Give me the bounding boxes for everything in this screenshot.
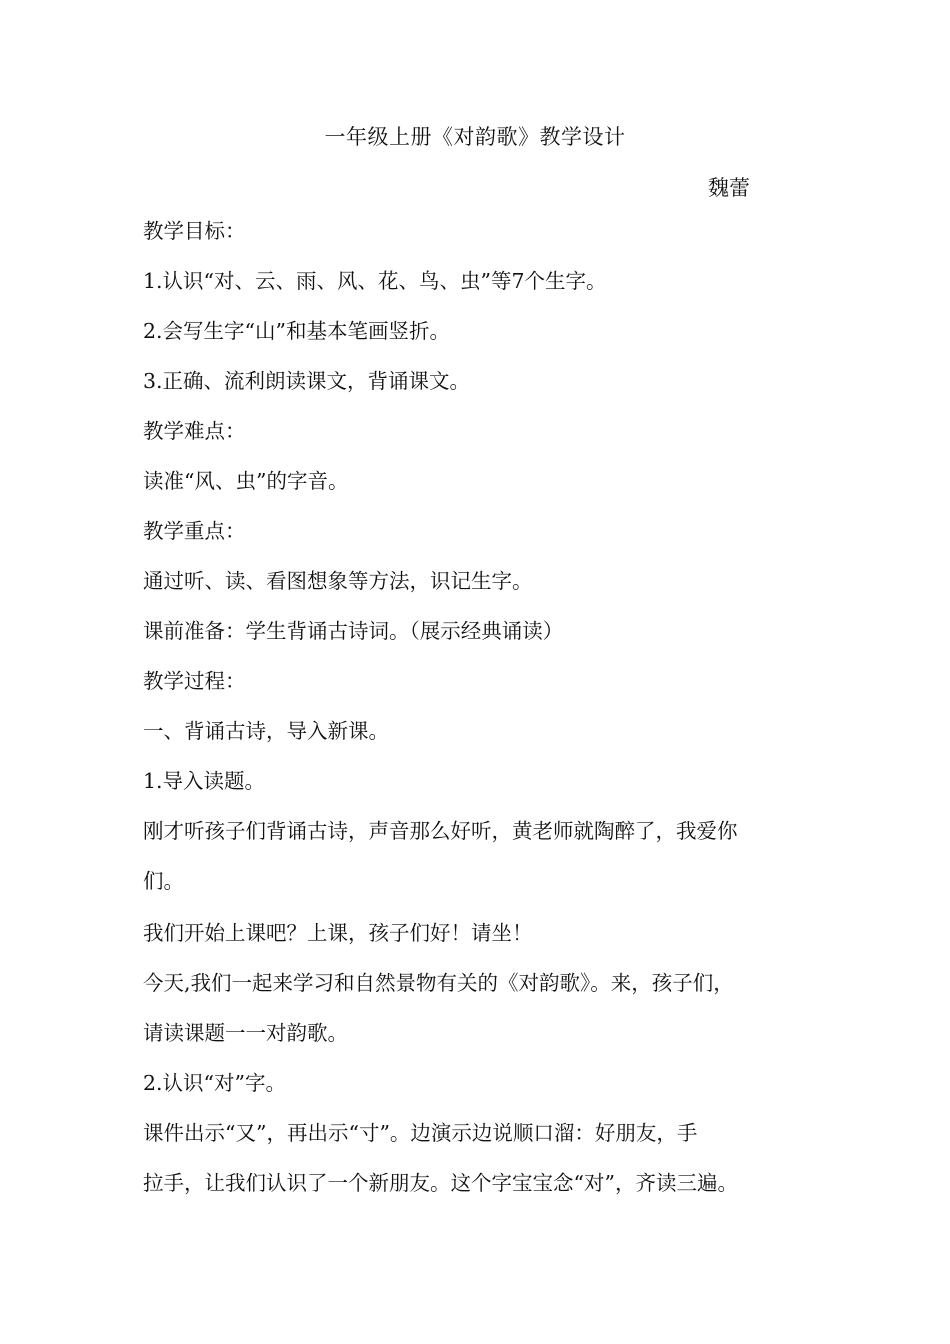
- goal-item-1: 1.认识“对、云、雨、风、花、鸟、虫”等7个生字。: [143, 269, 607, 293]
- step-2-heading: 2.认识“对”字。: [143, 1071, 287, 1095]
- heading-process: 教学过程：: [143, 669, 246, 693]
- paragraph-line: 拉手，让我们认识了一个新朋友。这个字宝宝念“对”，齐读三遍。: [143, 1171, 738, 1195]
- paragraph-line: 请读课题一一对韵歌。: [143, 1021, 348, 1045]
- document-title: 一年级上册《对韵歌》教学设计: [324, 125, 626, 149]
- heading-difficulties: 教学难点：: [143, 419, 246, 443]
- paragraph-line: 课件出示“又”，再出示“寸”。边演示边说顺口溜：好朋友，手: [143, 1121, 698, 1145]
- paragraph-line: 们。: [143, 869, 184, 893]
- step-1-heading: 1.导入读题。: [143, 769, 266, 793]
- heading-teaching-goals: 教学目标：: [143, 219, 246, 243]
- paragraph-line: 刚才听孩子们背诵古诗，声音那么好听，黄老师就陶醉了，我爱你: [143, 819, 738, 843]
- section-1-heading: 一、背诵古诗，导入新课。: [143, 719, 389, 743]
- difficulty-text: 读准“风、虫”的字音。: [143, 469, 349, 493]
- key-points-text: 通过听、读、看图想象等方法，识记生字。: [143, 569, 533, 593]
- heading-key-points: 教学重点：: [143, 519, 246, 543]
- document-author: 魏蕾: [708, 176, 750, 200]
- paragraph-line: 我们开始上课吧？上课，孩子们好！请坐！: [143, 921, 533, 945]
- paragraph-line: 今天,我们一起来学习和自然景物有关的《对韵歌》。来，孩子们，: [143, 971, 734, 995]
- preparation-text: 课前准备：学生背诵古诗词。（展示经典诵读）: [143, 619, 564, 643]
- goal-item-3: 3.正确、流利朗读课文，背诵课文。: [143, 369, 471, 393]
- goal-item-2: 2.会写生字“山”和基本笔画竖折。: [143, 319, 451, 343]
